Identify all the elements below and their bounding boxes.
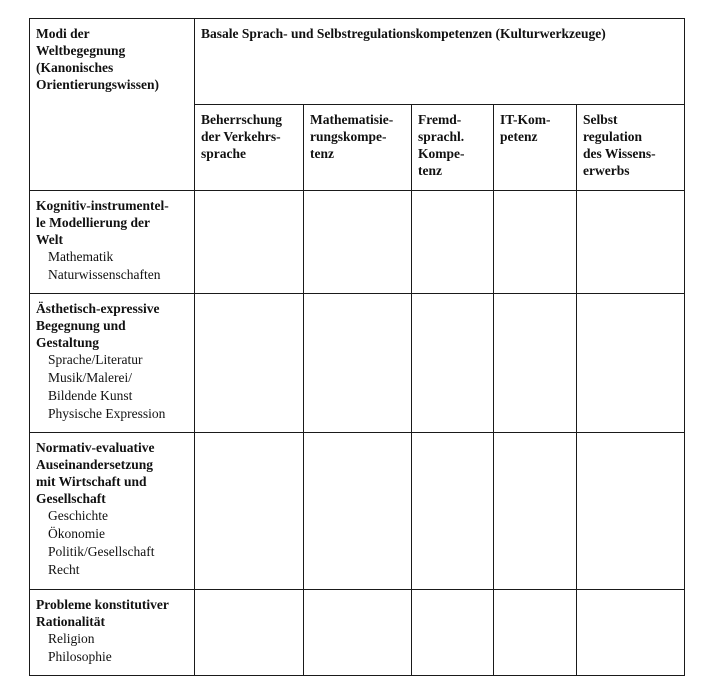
matrix-cell [304,191,412,294]
matrix-cell [195,294,304,433]
matrix-cell [195,191,304,294]
group-header-cell [195,19,685,105]
column-header-cell [494,105,577,191]
row-header-cell [30,433,195,590]
matrix-cell [304,590,412,676]
row-subitem: Bildende Kunst [48,388,133,403]
row-subitem: Ökonomie [48,526,105,541]
matrix-cell [577,433,685,590]
column-header-text: Selbst regulation des Wissens- erwerbs [583,112,656,178]
matrix-cell [304,433,412,590]
matrix-cell [195,590,304,676]
corner-header-text: Modi der Weltbegegnung (Kanonisches Orientierungswissen) [36,26,159,92]
row-subitem: Religion [48,631,95,646]
row-subitem: Geschichte [48,508,108,523]
row-subitem: Sprache/Literatur [48,352,143,367]
row-subitem: Mathematik [48,249,114,264]
row-subitem: Politik/Gesellschaft [48,544,155,559]
matrix-cell [494,590,577,676]
row-title: Kognitiv-instrumentel- le Modellierung der Welt [36,198,169,247]
row-header-cell [30,590,195,676]
row-subitem: Naturwissenschaften [48,267,161,282]
matrix-cell [577,191,685,294]
corner-header-cell [30,19,195,191]
competence-matrix-table [29,18,685,676]
column-header-cell [304,105,412,191]
column-header-text: Beherrschung der Verkehrs- sprache [201,112,282,161]
row-title: Probleme konstitutiver Rationalität [36,597,169,629]
table-row [30,590,685,676]
header-row-top [30,19,685,105]
group-header-text: Basale Sprach- und Selbstregulationskompetenzen (Kulturwerkzeuge) [201,26,606,41]
row-header-cell [30,191,195,294]
column-header-cell [577,105,685,191]
column-header-cell [412,105,494,191]
matrix-cell [577,590,685,676]
row-title: Ästhetisch-expressive Begegnung und Gestaltung [36,301,160,350]
matrix-cell [412,433,494,590]
matrix-cell [412,590,494,676]
table-row [30,191,685,294]
row-subitem: Musik/Malerei/ [48,370,132,385]
row-header-cell [30,294,195,433]
matrix-cell [494,191,577,294]
column-header-text: Fremd- sprachl. Kompe- tenz [418,112,465,178]
row-subitem: Physische Expression [48,406,166,421]
matrix-cell [494,433,577,590]
column-header-cell [195,105,304,191]
row-title: Normativ-evaluative Auseinandersetzung mit Wirtschaft und Gesellschaft [36,440,155,506]
row-subitem: Philosophie [48,649,112,664]
column-header-text: IT-Kom- petenz [500,112,551,144]
row-subitem: Recht [48,562,80,577]
matrix-cell [412,191,494,294]
column-header-text: Mathematisie- rungskompe- tenz [310,112,394,161]
matrix-cell [494,294,577,433]
matrix-cell [195,433,304,590]
matrix-cell [577,294,685,433]
matrix-cell [304,294,412,433]
matrix-cell [412,294,494,433]
table-row [30,433,685,590]
table-row [30,294,685,433]
